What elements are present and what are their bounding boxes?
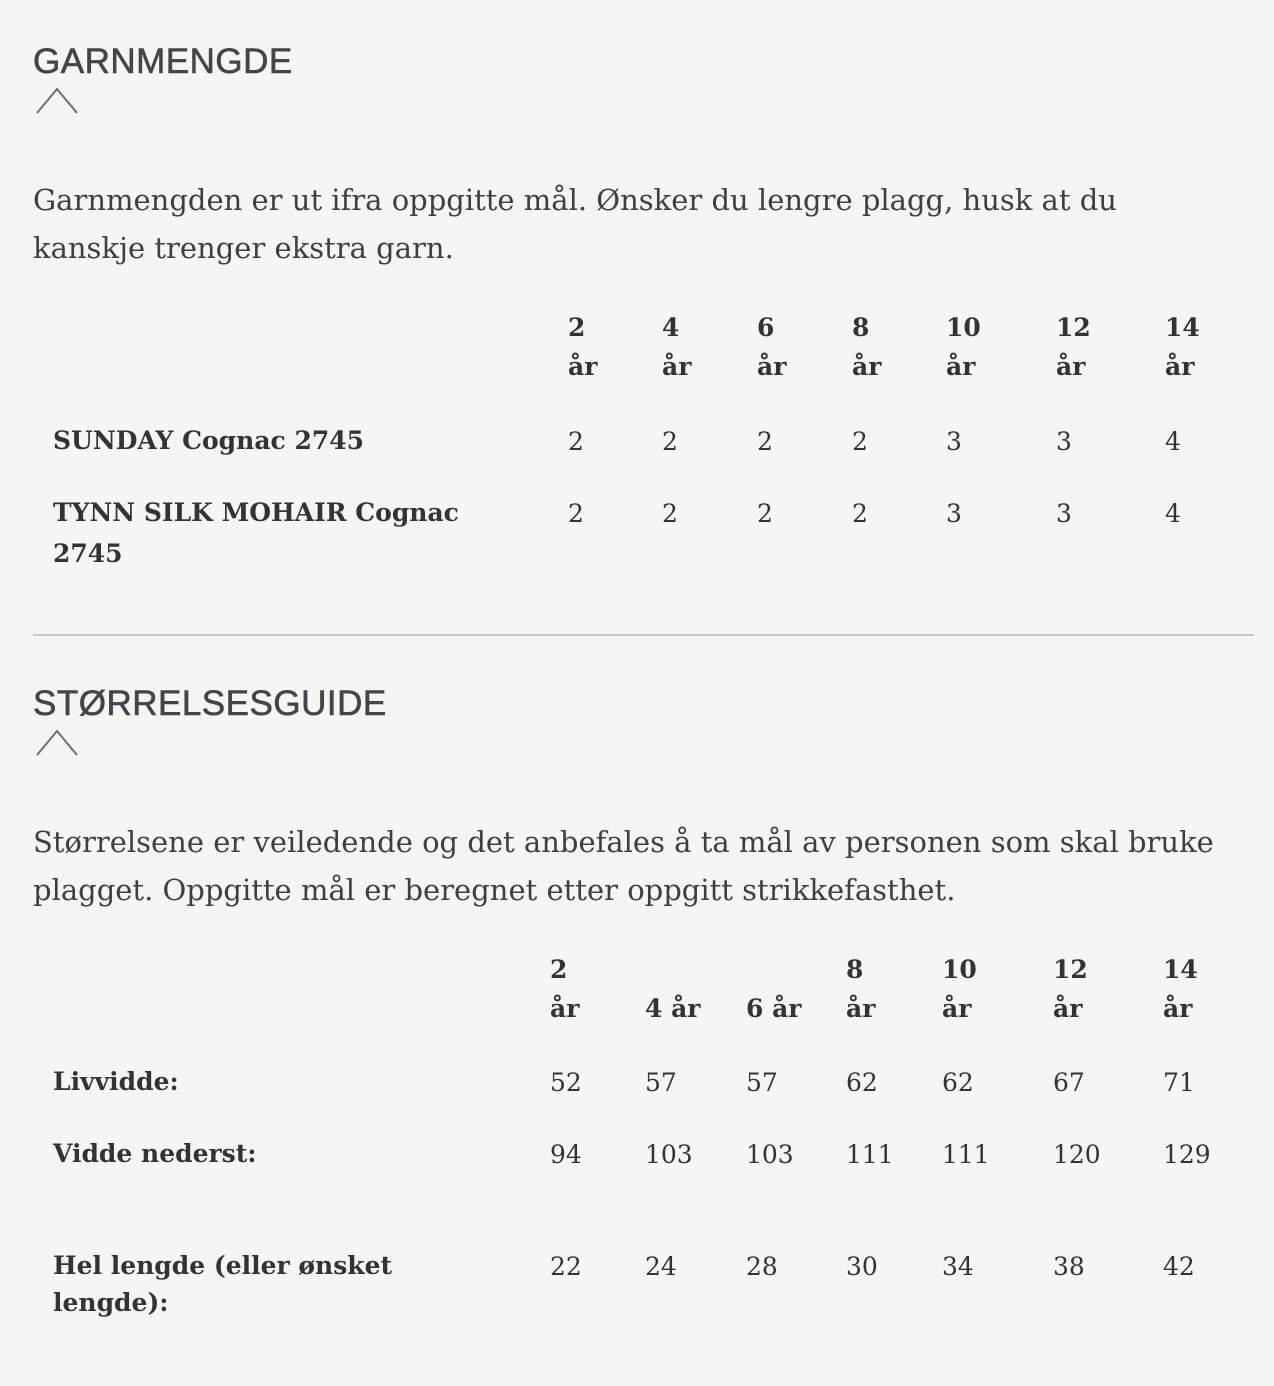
chevron-up-icon[interactable]: [35, 86, 79, 114]
table-cell: 38: [1053, 1252, 1085, 1281]
table-cell: 22: [550, 1252, 582, 1281]
size-header-num: 14: [1163, 955, 1198, 984]
table-cell: 3: [1056, 499, 1072, 528]
size-header-unit: 6 år: [746, 994, 802, 1023]
table-cell: 67: [1053, 1068, 1085, 1097]
size-header-unit: år: [662, 352, 692, 381]
table-cell: 57: [746, 1068, 778, 1097]
size-header-unit: år: [1056, 352, 1086, 381]
table-cell: 4: [1165, 427, 1181, 456]
size-header-num: 10: [942, 955, 977, 984]
table-cell: 129: [1163, 1140, 1211, 1169]
chevron-up-icon[interactable]: [35, 728, 79, 756]
size-header-num: 8: [852, 313, 870, 342]
table-cell: 3: [1056, 427, 1072, 456]
table-cell: 103: [645, 1140, 693, 1169]
section-divider: [33, 634, 1254, 636]
table-cell: 28: [746, 1252, 778, 1281]
size-header-num: 12: [1053, 955, 1088, 984]
size-header-unit: år: [550, 994, 580, 1023]
row-label: Vidde nederst:: [53, 1139, 257, 1168]
table-cell: 2: [662, 427, 678, 456]
table-cell: 111: [942, 1140, 990, 1169]
size-header-unit: år: [846, 994, 876, 1023]
yarn-heading: GARNMENGDE: [33, 42, 293, 81]
table-cell: 120: [1053, 1140, 1101, 1169]
row-label: TYNN SILK MOHAIR Cognac: [53, 498, 459, 527]
size-header-unit: år: [1163, 994, 1193, 1023]
table-cell: 24: [645, 1252, 677, 1281]
size-header-num: 14: [1165, 313, 1200, 342]
table-cell: 103: [746, 1140, 794, 1169]
table-cell: 3: [946, 499, 962, 528]
table-cell: 30: [846, 1252, 878, 1281]
size-header-unit: år: [946, 352, 976, 381]
table-cell: 2: [757, 427, 773, 456]
table-cell: 2: [662, 499, 678, 528]
size-header-unit: 4 år: [645, 994, 701, 1023]
size-header-unit: år: [852, 352, 882, 381]
size-header-unit: år: [1165, 352, 1195, 381]
table-cell: 34: [942, 1252, 974, 1281]
table-cell: 62: [846, 1068, 878, 1097]
size-header-unit: år: [568, 352, 598, 381]
table-cell: 2: [568, 427, 584, 456]
table-cell: 2: [568, 499, 584, 528]
row-label: lengde):: [53, 1288, 169, 1317]
row-label: 2745: [53, 539, 123, 568]
table-cell: 2: [852, 427, 868, 456]
size-guide-heading: STØRRELSESGUIDE: [33, 684, 387, 723]
size-header-unit: år: [757, 352, 787, 381]
table-cell: 57: [645, 1068, 677, 1097]
yarn-intro: Garnmengden er ut ifra oppgitte mål. Ønsker du lengre plagg, husk at du kanskje trenger ekstra garn.: [33, 183, 1117, 265]
table-cell: 94: [550, 1140, 582, 1169]
table-cell: 3: [946, 427, 962, 456]
size-header-num: 10: [946, 313, 981, 342]
table-cell: 2: [757, 499, 773, 528]
size-header-num: 8: [846, 955, 864, 984]
row-label: Livvidde:: [53, 1067, 179, 1096]
table-cell: 42: [1163, 1252, 1195, 1281]
table-cell: 4: [1165, 499, 1181, 528]
table-cell: 111: [846, 1140, 894, 1169]
size-header-num: 6: [757, 313, 775, 342]
table-cell: 62: [942, 1068, 974, 1097]
size-header-num: 12: [1056, 313, 1091, 342]
size-header-num: 4: [662, 313, 680, 342]
row-label: Hel lengde (eller ønsket: [53, 1251, 393, 1280]
size-header-num: 2: [550, 955, 568, 984]
table-cell: 71: [1163, 1068, 1195, 1097]
row-label: SUNDAY Cognac 2745: [53, 426, 365, 455]
size-header-num: 2: [568, 313, 586, 342]
table-cell: 52: [550, 1068, 582, 1097]
table-cell: 2: [852, 499, 868, 528]
size-header-unit: år: [1053, 994, 1083, 1023]
size-guide-intro: Størrelsene er veiledende og det anbefales å ta mål av personen som skal bruke plagget. Oppgitte mål er beregnet etter oppgitt strikkefasthet.: [33, 825, 1214, 907]
size-header-unit: år: [942, 994, 972, 1023]
